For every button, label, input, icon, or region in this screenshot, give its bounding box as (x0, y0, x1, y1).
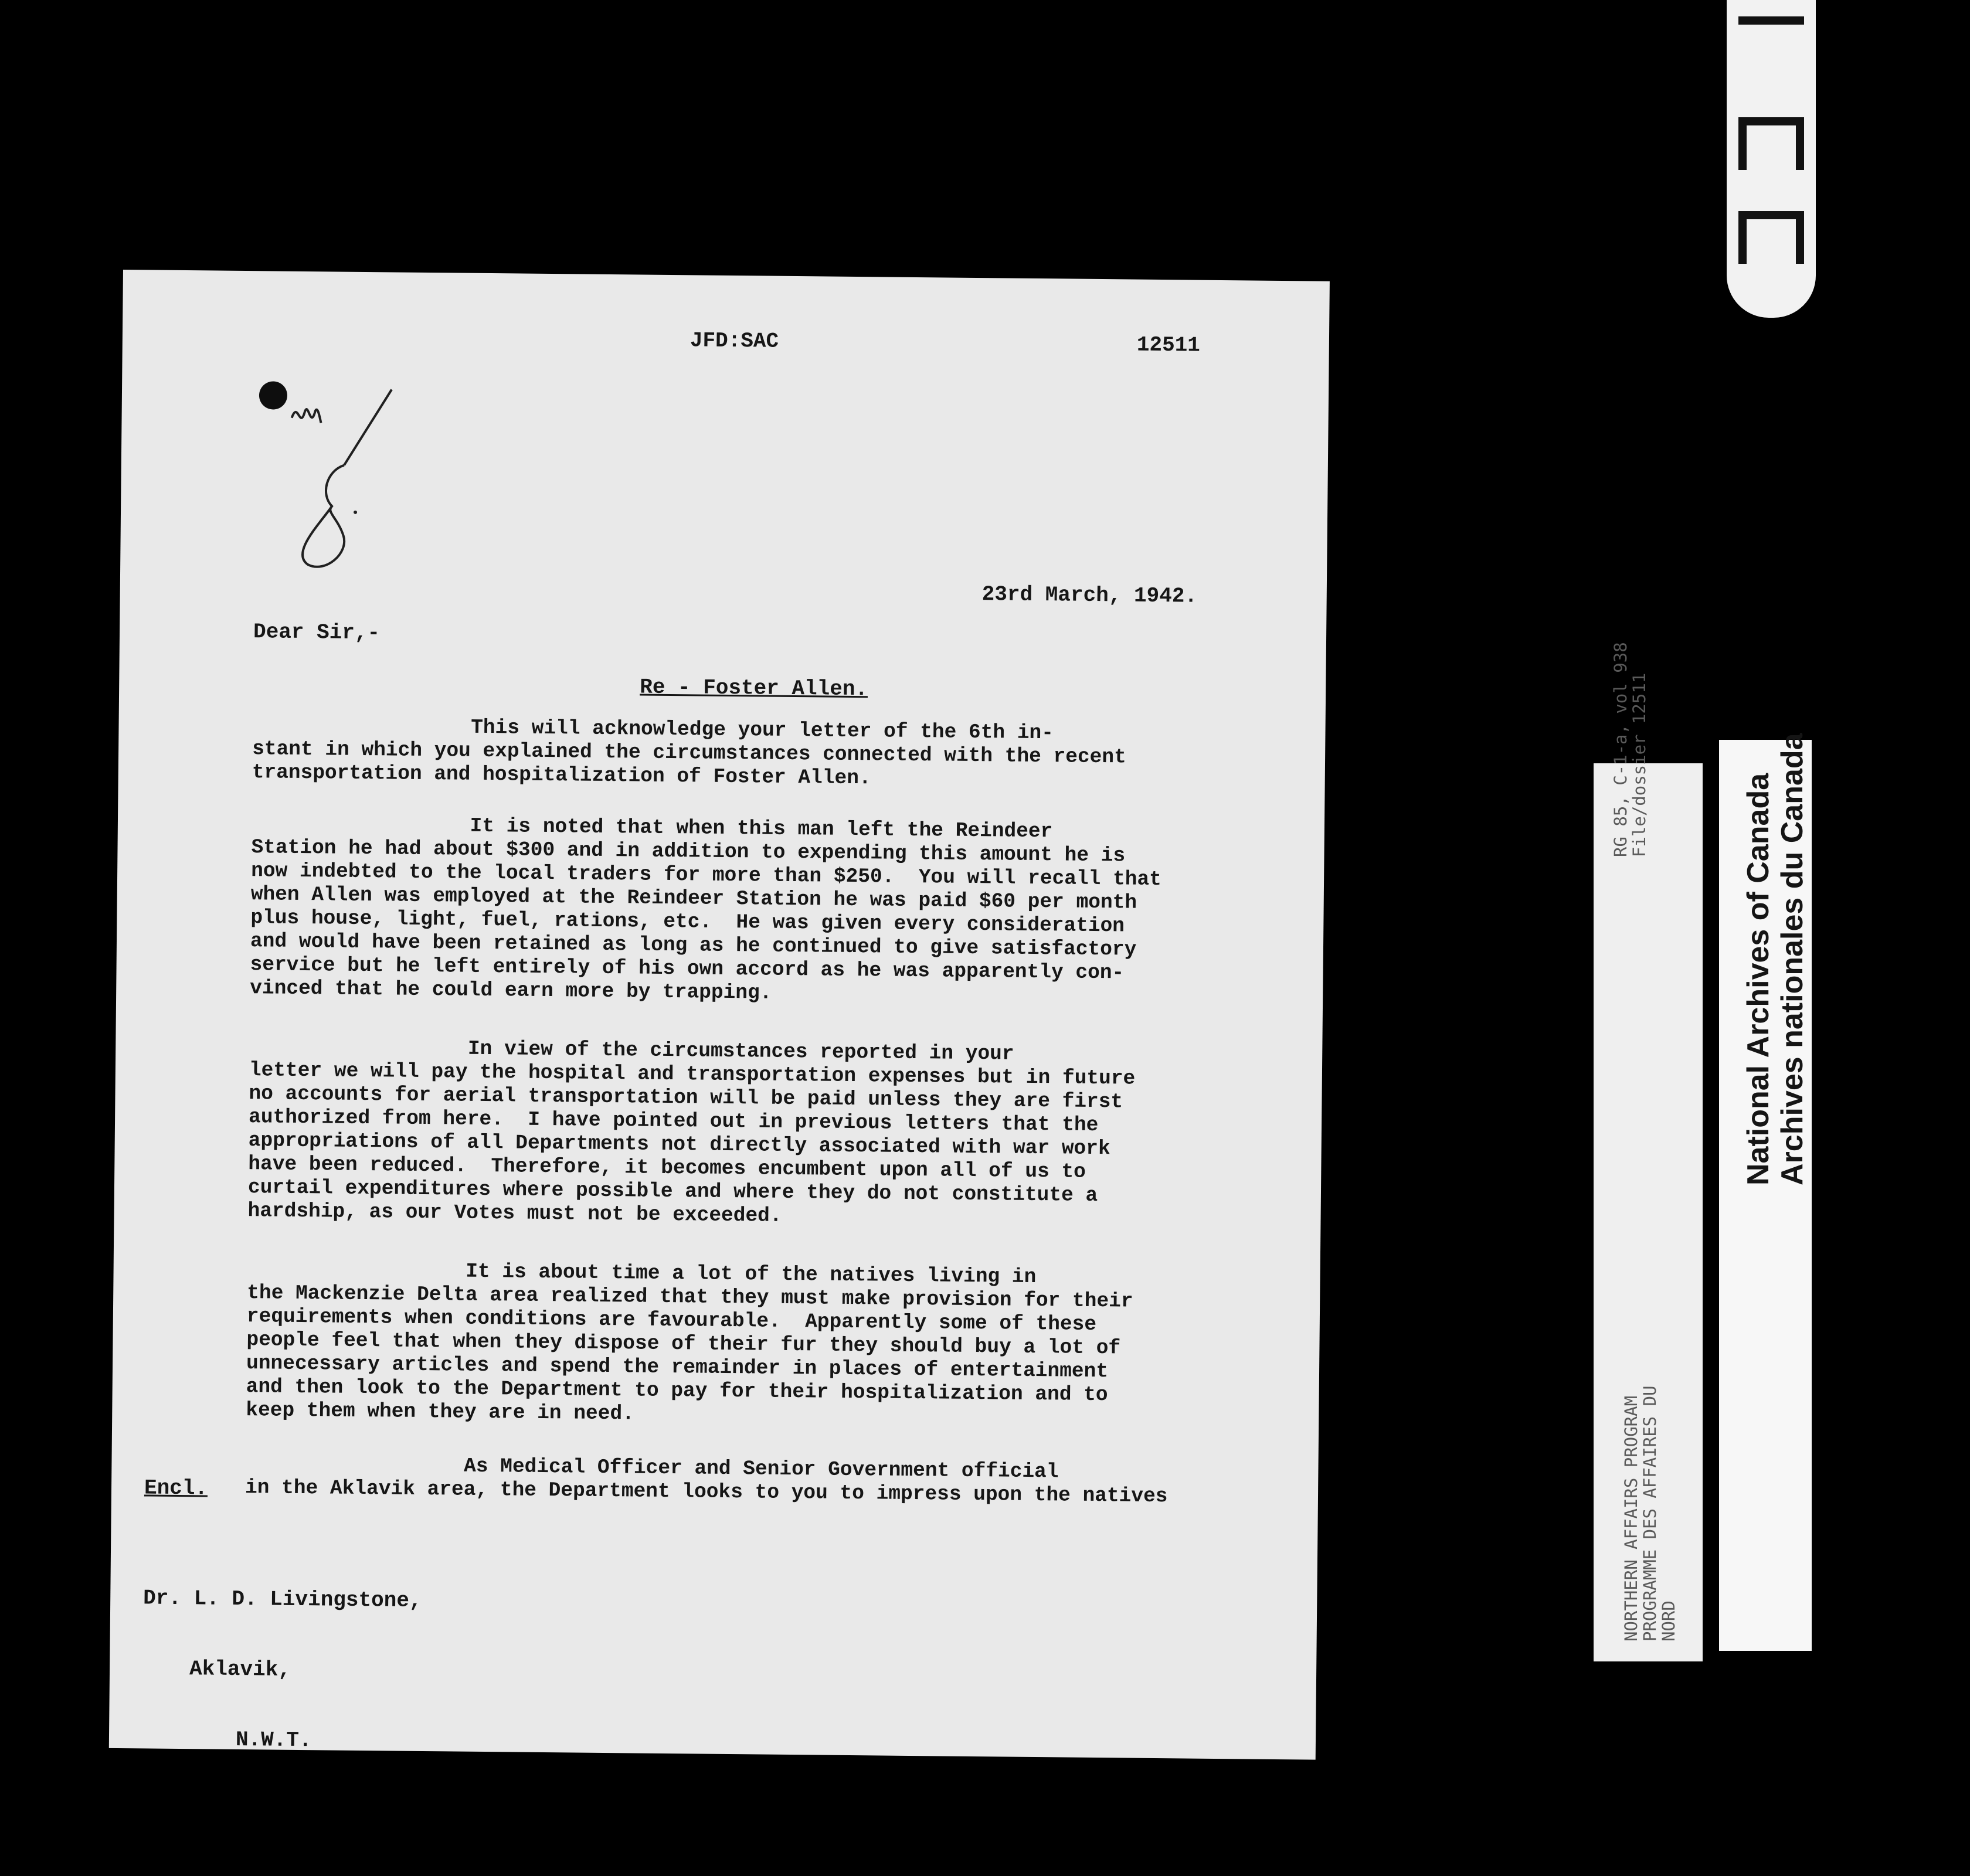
reference-line: RG 85, C-1-a, vol 938 (1611, 642, 1631, 857)
body-paragraph: It is noted that when this man left the Reindeer Station he had about $300 and in addition to expending this amount he is now indebted to the local traders for more than $250. You will recall that when Allen was employed at the Reindeer Station he was paid $60 per month plus house, light, fuel, rations, etc. He was given every consideration and would have been retained as long as he continued to give satisfactory service but he left entirely of his own accord as he was apparently con- vinced that he could earn more by trapping. (250, 813, 1162, 1005)
body-paragraph: This will acknowledge your letter of the 6th in- stant in which you explained the circumstances connected with the recent transportation and hospitalization of Foster Allen. (252, 714, 1126, 790)
letter-page (109, 270, 1330, 1760)
enclosure-mark: Encl. (144, 1476, 208, 1501)
addressee-territory: N.W.T. (235, 1727, 312, 1753)
reel-mark-bar (1738, 117, 1804, 125)
program-line: NORD (1659, 1600, 1679, 1642)
addressee-place: Aklavik, (189, 1657, 291, 1682)
reel-mark-bar (1796, 211, 1804, 264)
archive-label-strip (1719, 733, 1812, 1651)
letter-date: 23rd March, 1942. (981, 582, 1198, 609)
archive-program-text (1622, 1386, 1678, 1642)
reel-mark-bar (1738, 16, 1804, 25)
body-paragraph: In view of the circumstances reported in your letter we will pay the hospital and transportation expenses but in future no accounts for aerial transportation will be paid unless they are first authorized from here. I have pointed out in previous letters that the appropriations of all Departments not directly associated with war work have been reduced. Therefore, it becomes encumbent upon all of us to curtail expenditures where possible and where they do not constitute a hardship, as our Votes must not be exceeded. (247, 1035, 1136, 1228)
addressee-name: Dr. L. D. Livingstone, (143, 1586, 422, 1613)
body-paragraph: As Medical Officer and Senior Government official in the Aklavik area, the Department looks to you to impress upon the natives (244, 1453, 1168, 1508)
reference-line: File/dossier 12511 (1629, 672, 1649, 857)
reference-initials: JFD:SAC (690, 328, 779, 354)
subject-line: Re - Foster Allen. (640, 675, 868, 702)
label-line: National Archives of Canada (1741, 773, 1775, 1185)
addressee-block (141, 1539, 422, 1800)
file-number: 12511 (1136, 332, 1201, 358)
handwritten-annotation-mark (255, 376, 409, 571)
program-line: PROGRAMME DES AFFAIRES DU (1640, 1385, 1660, 1642)
reel-mark-bar (1796, 117, 1804, 170)
reel-mark-bar (1738, 211, 1804, 219)
archive-label-text (1741, 733, 1809, 1185)
body-paragraph: It is about time a lot of the natives living in the Mackenzie Delta area realized that they must make provision for their requirements when conditions are favourable. Apparently some of these people feel that when they dispose of their fur they should buy a lot of unnecessary articles and spend the remainder in places of entertainment and then look to the Department to pay for their hospitalization and to keep them when they are in need. (246, 1258, 1133, 1426)
salutation: Dear Sir,- (253, 620, 381, 645)
reel-mark-bar (1738, 211, 1747, 264)
film-reel-marker (1727, 0, 1816, 318)
program-line: NORTHERN AFFAIRS PROGRAM (1621, 1395, 1641, 1642)
label-line: Archives nationales du Canada (1775, 733, 1809, 1185)
archive-reference-text (1611, 642, 1649, 857)
reel-mark-bar (1738, 117, 1747, 170)
